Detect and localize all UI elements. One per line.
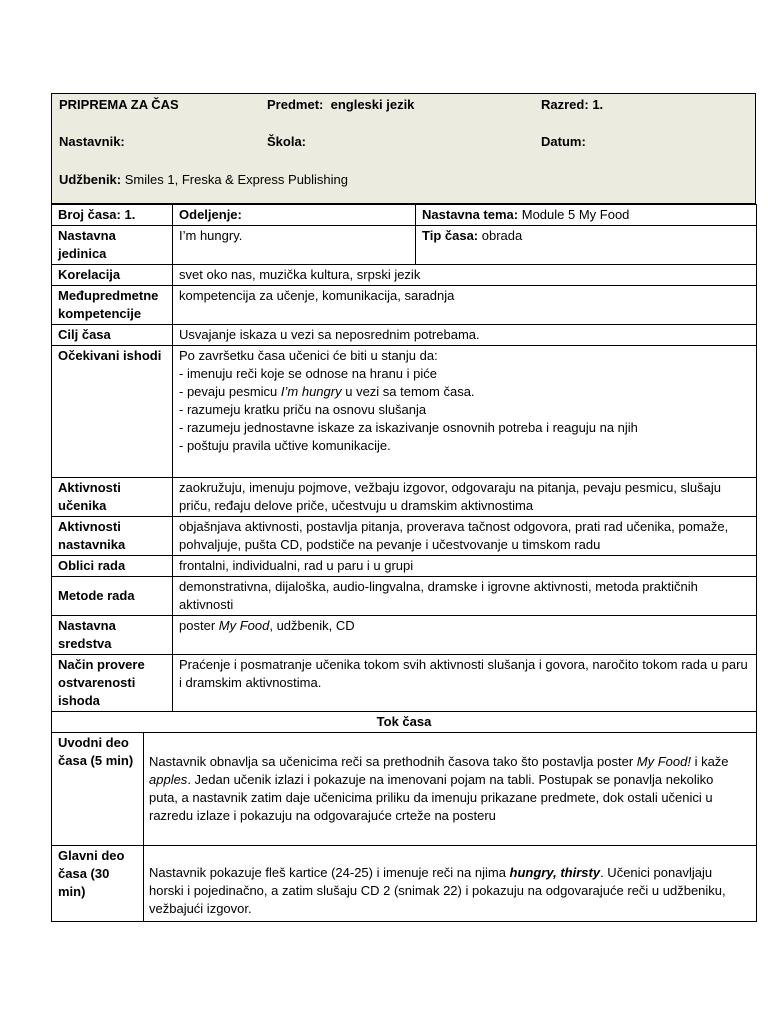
row-uvodni (52, 733, 757, 846)
skola-label: Škola: (267, 134, 307, 149)
razred: Razred: 1. (541, 97, 604, 112)
row-ishodi (52, 346, 757, 478)
provera-label: Način provere ostvarenosti ishoda (52, 655, 173, 712)
jedinica-label: Nastavna jedinica (52, 226, 173, 265)
aktivnosti-ucenika-label: Aktivnosti učenika (52, 478, 173, 517)
lesson-plan (51, 93, 756, 922)
korelacija-value: svet oko nas, muzička kultura, srpski jezik (173, 265, 757, 286)
header-box (51, 93, 756, 204)
tip-casa: Tip časa: obrada (416, 226, 757, 265)
row-jedinica (52, 226, 757, 265)
glavni-label: Glavni deo časa (30 min) (52, 846, 144, 922)
metode-label: Metode rada (52, 577, 173, 616)
broj-casa: Broj časa: 1. (52, 205, 173, 226)
odeljenje: Odeljenje: (173, 205, 416, 226)
row-medjupredmetne (52, 286, 757, 325)
row-cilj (52, 325, 757, 346)
medjupredmetne-label: Međupredmetne kompetencije (52, 286, 173, 325)
metode-value: demonstrativna, dijaloška, audio-lingvalna, dramske i igrovne aktivnosti, metoda praktičnih aktivnosti (173, 577, 757, 616)
oblici-value: frontalni, individualni, rad u paru i u grupi (173, 556, 757, 577)
row-glavni (52, 846, 757, 922)
medjupredmetne-value: kompetencija za učenje, komunikacija, saradnja (173, 286, 757, 325)
datum-label: Datum: (541, 134, 586, 149)
tok-casa-title: Tok časa (52, 712, 757, 733)
aktivnosti-nastavnika-value: objašnjava aktivnosti, postavlja pitanja, proverava tačnost odgovora, prati rad učenika, pomaže, pohvaljuje, pušta CD, podstiče na pevanje i učestvovanje u timskom radu (173, 517, 757, 556)
jedinica-value: I’m hungry. (173, 226, 416, 265)
plan-table (51, 204, 757, 922)
row-tok-title (52, 712, 757, 733)
sredstva-label: Nastavna sredstva (52, 616, 173, 655)
ishodi-label: Očekivani ishodi (52, 346, 173, 478)
aktivnosti-nastavnika-label: Aktivnosti nastavnika (52, 517, 173, 556)
row-aktivnosti-ucenika (52, 478, 757, 517)
row-korelacija (52, 265, 757, 286)
oblici-label: Oblici rada (52, 556, 173, 577)
cilj-value: Usvajanje iskaza u vezi sa neposrednim potrebama. (173, 325, 757, 346)
provera-value: Praćenje i posmatranje učenika tokom svih aktivnosti slušanja i govora, naročito tokom rada u paru i dramskim aktivnostima. (173, 655, 757, 712)
row-metode (52, 577, 757, 616)
row-sredstva (52, 616, 757, 655)
title: PRIPREMA ZA ČAS (59, 97, 179, 112)
nastavnik-label: Nastavnik: (59, 134, 125, 149)
row-aktivnosti-nastavnika (52, 517, 757, 556)
ishodi-value: Po završetku časa učenici će biti u stanju da: - imenuju reči koje se odnose na hranu i piće - pevaju pesmicu I’m hungry u vezi sa temom časa. - razumeju kratku priču na osnovu slušanja - razumeju jednostavne iskaze za iskazivanje osnovnih potreba i reaguju na njih - poštuju pravila učtive komunikacije. (173, 346, 757, 478)
udzbenik: Udžbenik: Smiles 1, Freska & Express Publishing (59, 172, 349, 187)
uvodni-label: Uvodni deo časa (5 min) (52, 733, 144, 846)
sredstva-value: poster My Food, udžbenik, CD (173, 616, 757, 655)
row-oblici (52, 556, 757, 577)
korelacija-label: Korelacija (52, 265, 173, 286)
predmet: Predmet: engleski jezik (267, 97, 415, 112)
row-broj (52, 205, 757, 226)
aktivnosti-ucenika-value: zaokružuju, imenuju pojmove, vežbaju izgovor, odgovaraju na pitanja, pevaju pesmicu, slušaju priču, ređaju delove priče, učestvuju u dramskim aktivnostima (173, 478, 757, 517)
row-provera (52, 655, 757, 712)
glavni-value: Nastavnik pokazuje fleš kartice (24-25) i imenuje reči na njima hungry, thirsty. Učenici ponavljaju horski i pojedinačno, a zatim slušaju CD 2 (snimak 22) i pokazuju na odgovarajuće reči u udžbeniku, vežbajući izgovor. (144, 846, 757, 922)
cilj-label: Cilj časa (52, 325, 173, 346)
uvodni-value: Nastavnik obnavlja sa učenicima reči sa prethodnih časova tako što postavlja poster My Food! i kaže apples. Jedan učenik izlazi i pokazuje na imenovani pojam na tabli. Postupak se ponavlja nekoliko puta, a nastavnik zatim daje učenicima priliku da imenuju prikazane predmete, dok ostali učenici u razredu izlaze i pokazuju na odgovarajuće crteže na posteru (144, 733, 757, 846)
nastavna-tema: Nastavna tema: Module 5 My Food (416, 205, 757, 226)
